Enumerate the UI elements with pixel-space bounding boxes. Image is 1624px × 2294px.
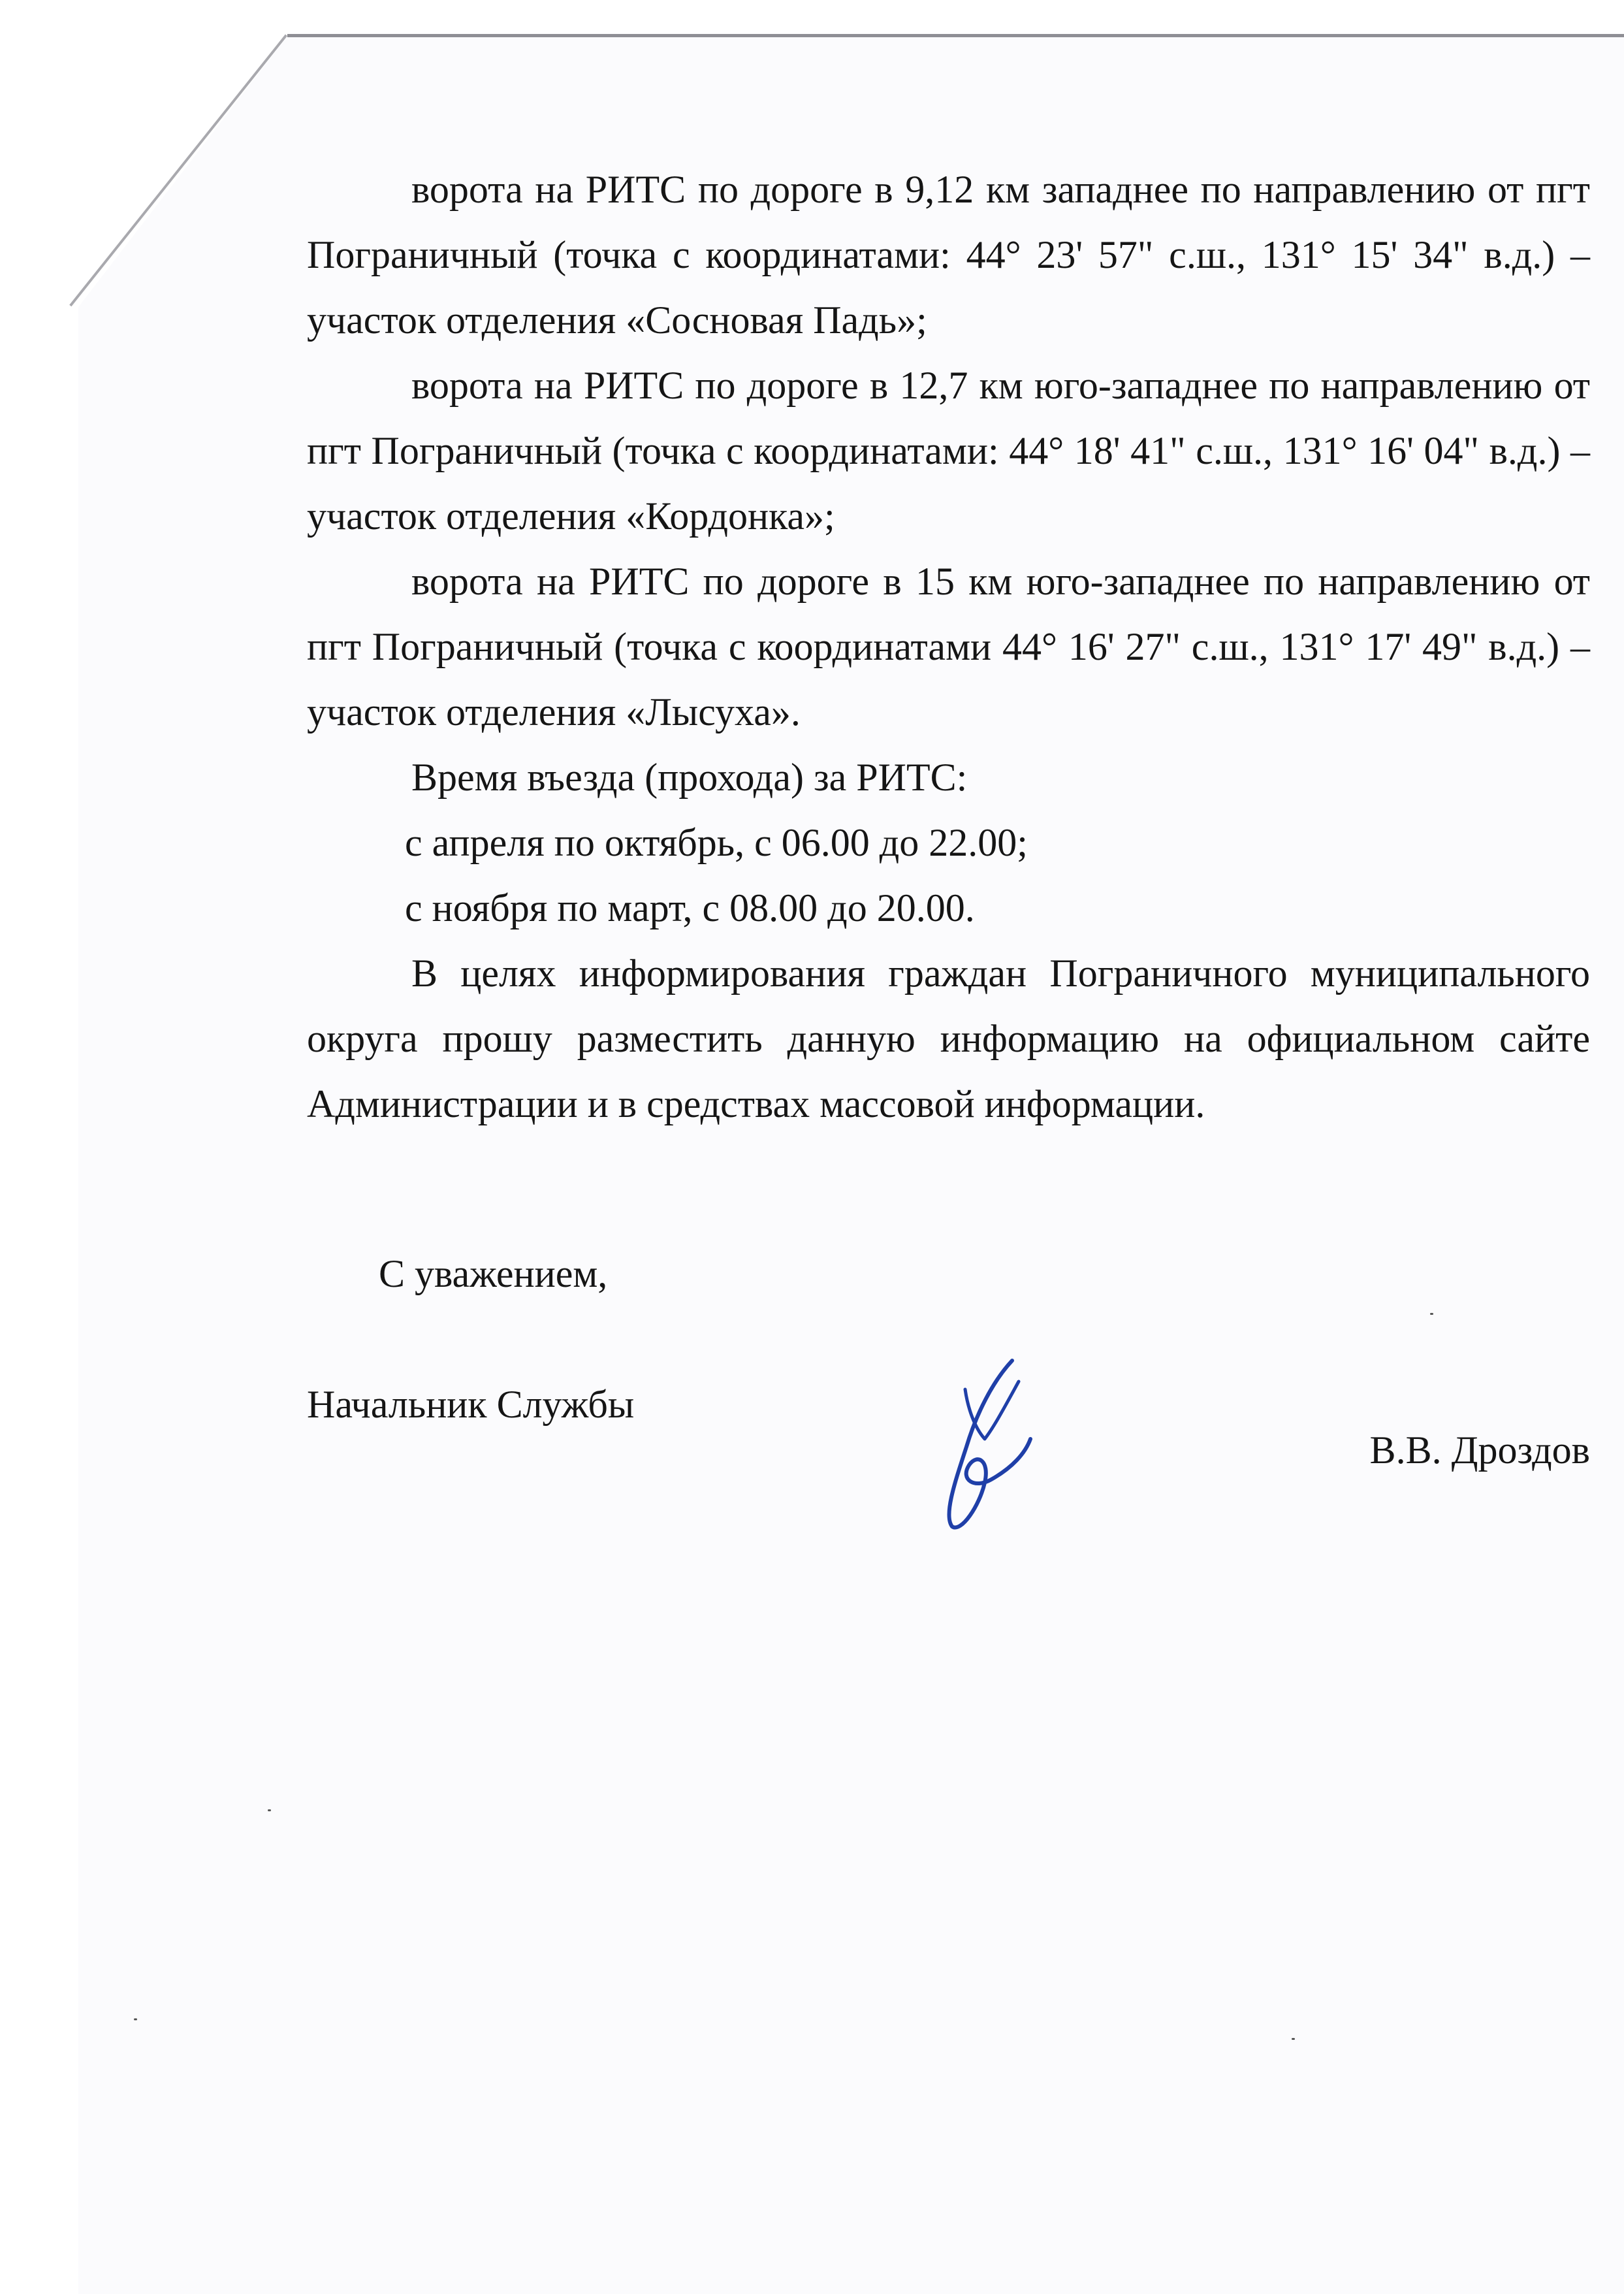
letter-body — [307, 157, 1590, 1137]
entry-time-heading: Время въезда (прохода) за РИТС: — [411, 756, 968, 799]
scan-top-edge — [287, 34, 1624, 37]
paragraph-publication-request: В целях информирования граждан Пограничного муниципального округа прошу разместить данную информацию на официальном сайте Администрации и в средствах массовой информации. — [307, 952, 1590, 1125]
signatory-position: Начальник Службы — [307, 1383, 635, 1426]
scan-speck — [1292, 2038, 1295, 2040]
paragraph-gate-lysukha: ворота на РИТС по дороге в 15 км юго-западнее по направлению от пгт Пограничный (точка с координатами 44° 16' 27" с.ш., 131° 17' 49" в.д.) – участок отделения «Лысуха». — [307, 560, 1590, 734]
signatory-name: В.В. Дроздов — [1369, 1429, 1590, 1472]
handwritten-signature — [914, 1355, 1058, 1532]
closing-salutation: С уважением, — [379, 1252, 608, 1295]
schedule-april-october: с апреля по октябрь, с 06.00 до 22.00; — [405, 821, 1028, 864]
schedule-november-march: с ноября по март, с 08.00 до 20.00. — [405, 886, 975, 929]
paragraph-gate-kordonka: ворота на РИТС по дороге в 12,7 км юго-западнее по направлению от пгт Пограничный (точка с координатами: 44° 18' 41" с.ш., 131° 16' 04" в.д.) – участок отделения «Кордонка»; — [307, 364, 1590, 538]
scan-speck — [1430, 1313, 1433, 1315]
scan-speck — [268, 1809, 271, 1811]
paragraph-gate-sosnovaya-pad: ворота на РИТС по дороге в 9,12 км западнее по направлению от пгт Пограничный (точка с координатами: 44° 23' 57" с.ш., 131° 15' 34" в.д.) – участок отделения «Сосновая Падь»; — [307, 168, 1590, 342]
scan-speck — [134, 2018, 137, 2020]
